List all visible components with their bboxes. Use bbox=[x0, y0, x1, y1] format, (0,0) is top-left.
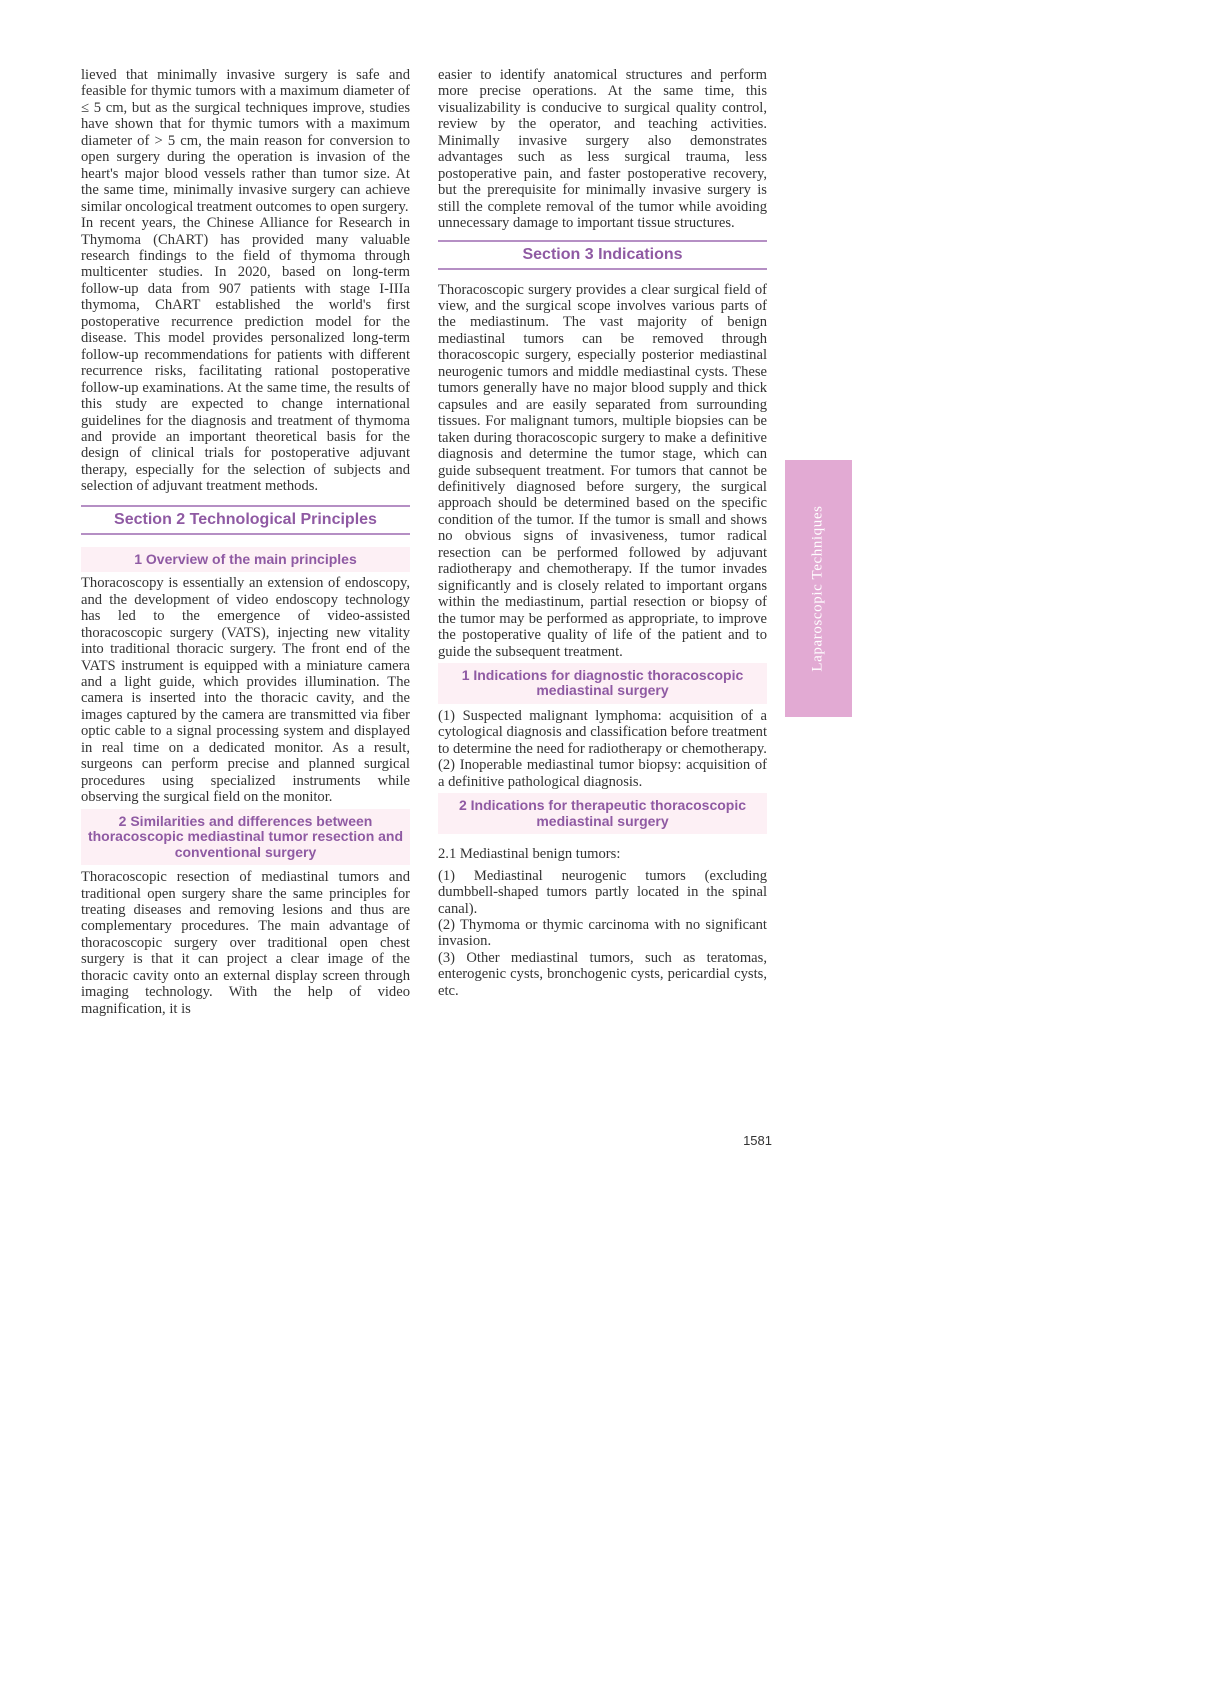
list-item: (2) Inoperable mediastinal tumor biopsy: acquisition of a definitive pathological diagnosis. bbox=[438, 757, 767, 790]
side-tab bbox=[785, 460, 852, 717]
page-number: 1581 bbox=[743, 1133, 772, 1148]
side-tab-label: Laparoscopic Techniques bbox=[810, 505, 827, 672]
paragraph: Thoracoscopy is essentially an extension of endoscopy, and the development of video endoscopy technology has led to the emergence of video-assisted thoracoscopic surgery (VATS), injecting new vitality into traditional thoracic surgery. The front end of the VATS instrument is equipped with a miniature camera and a light guide, which provides illumination. The camera is inserted into the thoracic cavity, and the images captured by the camera are transmitted via fiber optic cable to a signal processing system and displayed in real time on a dedicated monitor. As a result, surgeons can perform precise and planned surgical procedures using specialized instruments while observing the surgical field on the monitor. bbox=[81, 575, 410, 806]
subsection-label: 2.1 Mediastinal benign tumors: bbox=[438, 846, 621, 863]
list-item: (1) Mediastinal neurogenic tumors (excluding dumbbell-shaped tumors partly located in the spinal canal). bbox=[438, 867, 767, 917]
paragraph: In recent years, the Chinese Alliance for Research in Thymoma (ChART) has provided many valuable research findings to the field of thymoma through multicenter studies. In 2020, based on long-term follow-up data from 907 patients with stage I-IIIa thymoma, ChART established the world's first postoperative recurrence prediction model for the disease. This model provides personalized long-term follow-up recommendations for patients with different recurrence risks, facilitating rational postoperative follow-up examinations. At the same time, the results of this study are expected to change international guidelines for the diagnosis and treatment of thymoma and provide an important theoretical basis for the design of clinical trials for postoperative adjuvant therapy, especially for the selection of subjects and selection of adjuvant treatment methods. bbox=[81, 215, 410, 495]
section-heading: Section 3 Indications bbox=[438, 240, 767, 270]
paragraph: easier to identify anatomical structures and perform more precise operations. At the same time, this visualizability is conducive to surgical quality control, review by the operator, and teaching activities. Minimally invasive surgery also demonstrates advantages such as less surgical trauma, less postoperative pain, and faster postoperative recovery, but the prerequisite for minimally invasive surgery is still the complete removal of the tumor while avoiding unnecessary damage to important tissue structures. bbox=[438, 67, 767, 232]
subsection-heading: 1 Indications for diagnostic thoracoscopic mediastinal surgery bbox=[438, 663, 767, 704]
section-heading: Section 2 Technological Principles bbox=[81, 505, 410, 535]
list-item: (2) Thymoma or thymic carcinoma with no significant invasion. bbox=[438, 917, 767, 950]
paragraph: Thoracoscopic resection of mediastinal tumors and traditional open surgery share the same principles for treating diseases and removing lesions and thus are complementary procedures. The main advantage of thoracoscopic surgery over traditional open chest surgery is that it can project a clear image of the thoracic cavity onto an external display screen through imaging technology. With the help of video magnification, it is bbox=[81, 869, 410, 1017]
list-item: (3) Other mediastinal tumors, such as teratomas, enterogenic cysts, bronchogenic cysts, pericardial cysts, etc. bbox=[438, 949, 767, 999]
paragraph: Thoracoscopic surgery provides a clear surgical field of view, and the surgical scope involves various parts of the mediastinum. The vast majority of benign mediastinal tumors can be removed through thoracoscopic surgery, especially posterior mediastinal neurogenic tumors and middle mediastinal cysts. These tumors generally have no major blood supply and thick capsules and are easily separated from surrounding tissues. For malignant tumors, multiple biopsies can be taken during thoracoscopic surgery to make a definitive diagnosis and determine the tumor stage, which can guide subsequent treatment. For tumors that cannot be definitively diagnosed before surgery, the surgical approach should be determined based on the specific condition of the tumor. If the tumor is small and shows no obvious signs of invasiveness, tumor radical resection can be performed followed by adjuvant radiotherapy and chemotherapy. If the tumor invades significantly and is closely related to important organs within the mediastinum, partial resection or biopsy of the tumor may be performed as appropriate, to improve the postoperative quality of life of the patient and to guide the subsequent treatment. bbox=[438, 281, 767, 660]
right-column bbox=[438, 67, 767, 999]
left-column bbox=[81, 67, 410, 1017]
list-item: (1) Suspected malignant lymphoma: acquisition of a cytological diagnosis and classification before treatment to determine the need for radiotherapy or chemotherapy. bbox=[438, 707, 767, 757]
subsection-heading: 1 Overview of the main principles bbox=[81, 547, 410, 573]
subsection-heading: 2 Indications for therapeutic thoracoscopic mediastinal surgery bbox=[438, 793, 767, 834]
subsection-heading: 2 Similarities and differences between thoracoscopic mediastinal tumor resection and conventional surgery bbox=[81, 809, 410, 866]
paragraph: lieved that minimally invasive surgery is safe and feasible for thymic tumors with a maximum diameter of ≤ 5 cm, but as the surgical techniques improve, studies have shown that for thymic tumors with a maximum diameter of > 5 cm, the main reason for conversion to open surgery during the operation is invasion of the heart's major blood vessels rather than tumor size. At the same time, minimally invasive surgery can achieve similar oncological treatment outcomes to open surgery. bbox=[81, 67, 410, 215]
